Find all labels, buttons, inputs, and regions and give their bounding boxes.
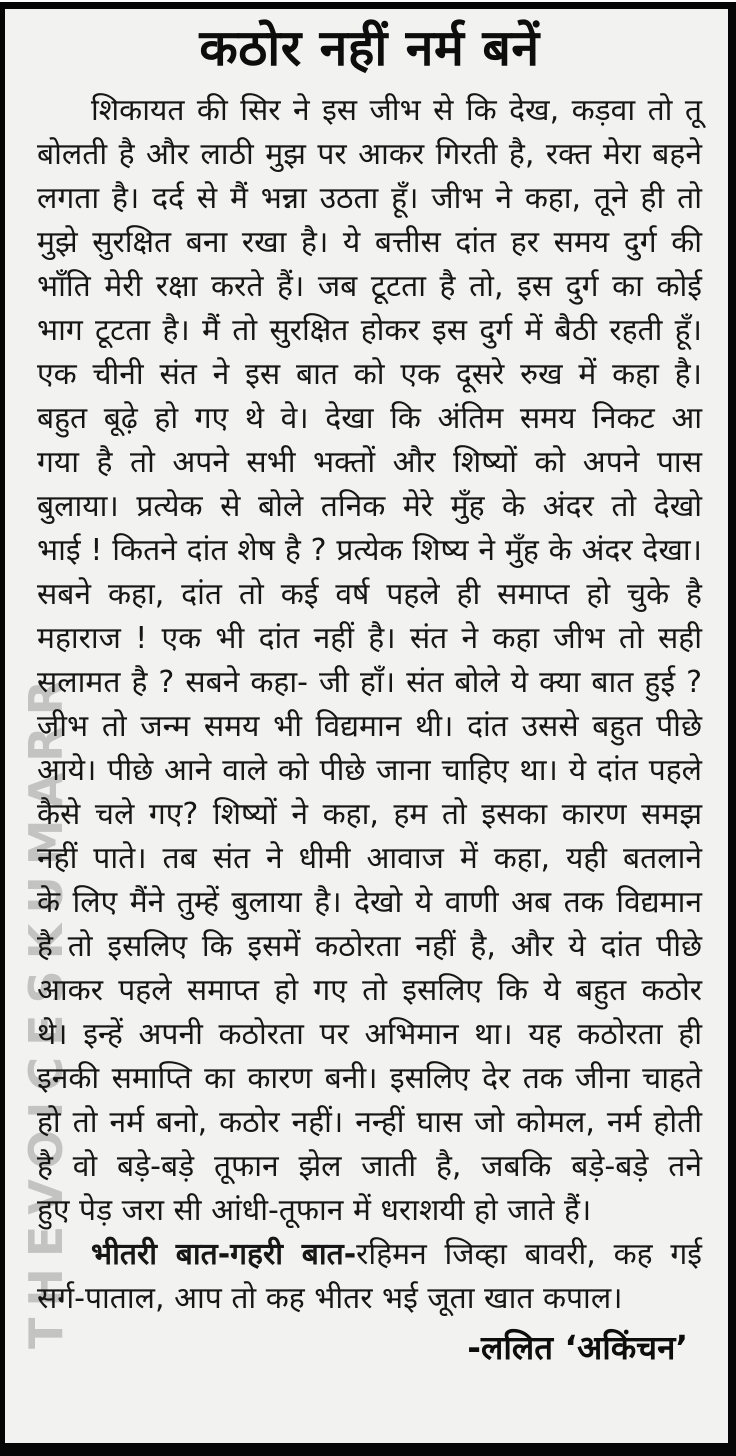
article-line: भाई ! कितने दांत शेष है ? प्रत्येक शिष्य ने मुँह के अंदर देखा। — [37, 533, 702, 568]
article-line: है तो इसलिए कि इसमें कठोरता नहीं है, और ये दांत पीछे — [37, 929, 702, 964]
page-title: कठोर नहीं नर्म बनें — [199, 19, 540, 77]
article-line: नहीं पाते। तब संत ने धीमी आवाज में कहा, यही बतलाने — [37, 841, 702, 876]
author-attribution: -ललित ‘अकिंचन’ — [467, 1328, 688, 1367]
article-line: के लिए मैंने तुम्हें बुलाया है। देखो ये वाणी अब तक विद्यमान — [37, 885, 702, 920]
article-line: लगता है। दर्द से मैं भन्ना उठता हूँ। जीभ ने कहा, तूने ही तो — [37, 181, 702, 216]
article-line: सर्ग-पाताल, आप तो कह भीतर भई जूता खात कपाल। — [37, 1281, 623, 1316]
article-line: शिकायत की सिर ने इस जीभ से कि देख, कड़वा तो तू — [91, 93, 702, 128]
article-line: बहुत बूढ़े हो गए थे वे। देखा कि अंतिम समय निकट आ — [37, 401, 702, 436]
article-line: हो तो नर्म बनो, कठोर नहीं। नन्हीं घास जो कोमल, नर्म होती — [37, 1105, 702, 1140]
article-line: जीभ तो जन्म समय भी विद्यमान थी। दांत उससे बहुत पीछे — [37, 709, 702, 744]
article-line: बोलती है और लाठी मुझ पर आकर गिरती है, रक्त मेरा बहने — [37, 137, 702, 172]
article-line: सलामत है ? सबने कहा- जी हाँ। संत बोले ये क्या बात हुई ? — [37, 665, 702, 700]
article-line: मुझे सुरक्षित बना रखा है। ये बत्तीस दांत हर समय दुर्ग की — [37, 225, 702, 260]
article-line: इनकी समाप्ति का कारण बनी। इसलिए देर तक जीना चाहते — [37, 1061, 702, 1096]
article-line: बुलाया। प्रत्येक से बोले तनिक मेरे मुँह के अंदर तो देखो — [37, 489, 702, 524]
article-line: एक चीनी संत ने इस बात को एक दूसरे रुख में कहा है। — [37, 357, 702, 392]
article-line: भाँति मेरी रक्षा करते हैं। जब टूटता है तो, इस दुर्ग का कोई — [37, 269, 702, 304]
article-line: सबने कहा, दांत तो कई वर्ष पहले ही समाप्त हो चुके है — [37, 577, 702, 612]
watermark-text: THEVOICESKUMARR — [19, 668, 73, 1349]
article-line: गया है तो अपने सभी भक्तों और शिष्यों को अपने पास — [37, 445, 702, 480]
article-line: महाराज ! एक भी दांत नहीं है। संत ने कहा जीभ तो सही — [37, 621, 702, 656]
article-line: भाग टूटता है। मैं तो सुरक्षित होकर इस दुर्ग में बैठी रहती हूँ। — [37, 313, 702, 348]
document-sheet — [5, 9, 728, 1443]
article-line: भीतरी बात-गहरी बात-रहिमन जिव्हा बावरी, कह गई — [91, 1237, 702, 1272]
inline-bold-heading: भीतरी बात-गहरी बात- — [91, 1237, 357, 1272]
article-line: आये। पीछे आने वाले को पीछे जाना चाहिए था। ये दांत पहले — [37, 753, 702, 788]
article-line: आकर पहले समाप्त हो गए तो इसलिए कि ये बहुत कठोर — [37, 973, 702, 1008]
article-line: थे। इन्हें अपनी कठोरता पर अभिमान था। यह कठोरता ही — [37, 1017, 702, 1052]
article-body — [37, 89, 702, 1321]
article-line: है वो बड़े-बड़े तूफान झेल जाती है, जबकि बड़े-बड़े तने — [37, 1149, 702, 1184]
article-line: हुए पेड़ जरा सी आंधी-तूफान में धराशयी हो जाते हैं। — [37, 1193, 592, 1228]
article-line: कैसे चले गए? शिष्यों ने कहा, हम तो इसका कारण समझ — [37, 797, 702, 832]
